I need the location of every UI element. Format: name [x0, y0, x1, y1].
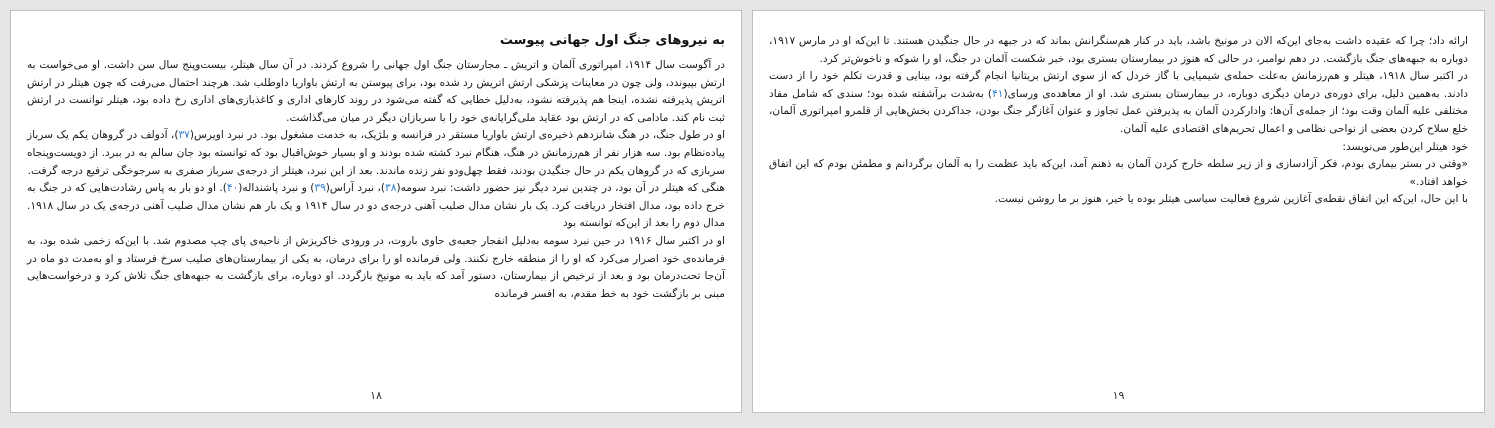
footnote-ref[interactable]: ۳۹: [314, 182, 326, 195]
page-number: ۱۸: [370, 389, 382, 402]
page-19: [752, 10, 1485, 413]
paragraph: [769, 139, 1468, 157]
page-18: [10, 10, 742, 413]
text-run: در اکتبر سال ۱۹۱۸، هیتلر و هم‌رزمانش به‌علت حمله‌ی شیمیایی با گاز خردل که از سوی ارتش بریتانیا انجام گرفته بود، بینایی و قدرت تکلم خود را از دست دادند. به‌همین دلیل، برای دوره‌ی درمان دیگری دوباره، در بیمارستان بستری شد. او از معاهده‌ی ورسای(: [769, 70, 1469, 100]
section-heading: به نیروهای جنگ اول جهانی پیوست: [499, 33, 725, 48]
paragraph: [27, 233, 725, 303]
text-run: )، نبرد آراس(: [325, 182, 386, 195]
paragraph: [27, 57, 725, 127]
text-run: او در اکتبر سال ۱۹۱۶ در حین نبرد سومه به‌دلیل انفجار جعبه‌ی حاوی باروت، در ورودی خاکریزش از ناحیه‌ی پای چپ مصدوم شد. با این‌که زخمی شده بود، به فرمانده‌ی خود اصرار می‌کرد که او را از منطقه خارج نکنند. ولی فرمانده او را برای درمان، به یکی از بیمارستان‌های صلیب سرخ فرستاد و او به‌مدت دو ماه در آن‌جا تحت‌درمان بود و بعد از ترخیص از بیمارستان، دستور آمد که باید به مونیخ بازگردد. او دوباره، برای بازگشت به جبهه‌های جنگ تلاش کرد و درخواست‌هایی مبنی بر بازگشت خود به خط مقدم، به افسر فرمانده: [27, 234, 725, 300]
paragraph: [769, 191, 1468, 209]
footnote-ref[interactable]: ۴۱: [992, 87, 1004, 100]
text-run: با این حال، این‌که این اتفاق نقطه‌ی آغازین شروع فعالیت سیاسی هیتلر بوده یا خیر، هنوز بر ما روشن نیست.: [994, 193, 1468, 206]
text-run: ). او دو بار به پاس رشادت‌هایی که در جنگ به خرج داده بود، مدال افتخار دریافت کرد. یک بار نشان مدال صلیب آهنی درجه‌ی دو در سال ۱۹۱۴ و یک بار هم نشان مدال صلیب آهنی درجه‌ی یک در سال ۱۹۱۸. مدال دوم را بعد از این‌که توانسته بود: [27, 182, 725, 230]
paragraph: [769, 68, 1468, 138]
page-19-body: [769, 33, 1468, 209]
text-run: ) و نبرد پاشنداله(: [238, 182, 315, 195]
text-run: «وقتی در بستر بیماری بودم، فکر آزادسازی و از زیر سلطه خارج کردن آلمان به ذهنم آمد، این‌که باید عظمت را به آلمان برگردانم و مطمئن بودم که این اتفاق خواهد افتاد.»: [769, 158, 1468, 188]
text-run: ارائه داد؛ چرا که عقیده داشت به‌جای این‌که الان در مونیخ باشد، باید در کنار هم‌سنگرانش بماند که در جبهه در حال جنگیدن هستند. تا این‌که او در مارس ۱۹۱۷، دوباره به جبهه‌های جنگ بازگشت. در دهم نوامبر، در حالی که هنوز در بیمارستان بستری بود، خبر شکست آلمان در جنگ، او را شوکه و ناخوش‌تر کرد.: [769, 35, 1468, 65]
paragraph: [769, 156, 1468, 191]
paragraph: [27, 127, 725, 180]
text-run: ) به‌شدت برآشفته شده بود؛ سندی که شامل مفاد مختلفی علیه آلمان وقت بود؛ از جمله‌ی آن‌ها: وادارکردن آلمان به پذیرفتن عمل تجاوز و عنوان آغازگر جنگ بودن، جداکردن بخش‌هایی از قلمرو امپراتوری آلمان، خلع سلاح کردن بعضی از نواحی نظامی و اعمال تحریم‌های اقتصادی علیه آلمان.: [769, 87, 1468, 135]
paragraph: [769, 33, 1468, 68]
text-run: او در طول جنگ، در هنگ شانزدهم ذخیره‌ی ارتش باواریا مستقر در فرانسه و بلژیک، به خدمت مشغول بود. در نبرد اویرس(: [189, 129, 726, 142]
footnote-ref[interactable]: ۴۰: [226, 182, 239, 195]
page-number: ۱۹: [1112, 389, 1125, 402]
text-run: در آگوست سال ۱۹۱۴، امپراتوری آلمان و اتریش ـ مجارستان جنگ اول جهانی را شروع کردند. در آن سال هیتلر، بیست‌وپنج سال سن داشت. او می‌خواست به ارتش بپیوندد، ولی چون در معاینات پزشکی ارتش اتریش رد شده بود، برای پیوستن به ارتش باواریا داوطلب شد. هرچند احتمال می‌رفت که چون هیتلر در ارتش اتریش پذیرفته نشده، اینجا هم پذیرفته نشود، به‌دلیل خطایی که گفته می‌شود در روند کارهای اداری و کاغذبازی‌های اداری رخ داده بود، هیتلر توانست در ارتش ثبت نام کند. مادامی که در ارتش بود عقاید ملی‌گرایانه‌ی خود را با سربازان دیگر در میان می‌گذاشت.: [27, 59, 725, 124]
text-run: خود هیتلر این‌طور می‌نویسد:: [1342, 140, 1468, 153]
text-run: هنگی که هیتلر در آن بود، در چندین نبرد دیگر نیز حضور داشت: نبرد سومه(: [396, 182, 726, 195]
paragraph: [27, 180, 725, 233]
footnote-ref[interactable]: ۳۸: [385, 182, 397, 195]
text-run: )، آدولف در گروهان یکم یک سرباز پیاده‌نظام بود. سه هزار نفر از هم‌رزمانش در هنگ، هنگام نبرد کشته شده بودند و او بسیار خوش‌اقبال بود که توانسته بود جان سالم به در ببرد. از دویست‌وپنجاه سربازی که در گروهان یکم در حال جنگیدن بودند، فقط چهل‌ودو نفر زنده ماندند. بعد از این نبرد، هیتلر از درجه‌ی سرباز صفری به سرجوخگی ترفیع درجه گرفت.: [27, 129, 725, 177]
footnote-ref[interactable]: ۳۷: [178, 129, 190, 142]
page-18-body: [27, 57, 725, 303]
